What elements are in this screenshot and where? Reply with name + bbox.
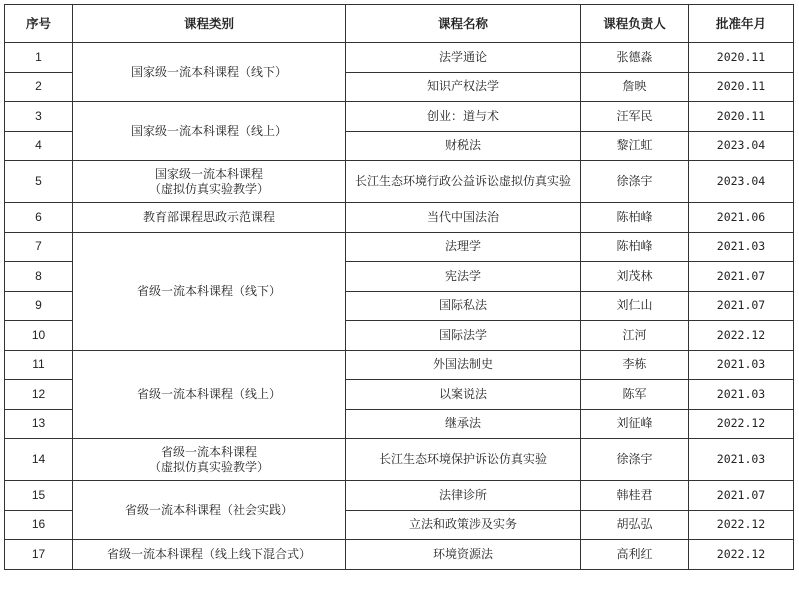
- table-row: [5, 439, 794, 481]
- table-row: [5, 540, 794, 570]
- row-date: 2020.11: [689, 102, 794, 132]
- table-row: [5, 481, 794, 511]
- row-course-name: 环境资源法: [346, 540, 581, 570]
- row-course-name: 法学通论: [346, 43, 581, 73]
- row-course-name: 创业：道与术: [346, 102, 581, 132]
- row-course-name: 继承法: [346, 409, 581, 439]
- table-row: [5, 43, 794, 73]
- row-owner: 詹映: [581, 72, 689, 102]
- row-owner: 刘茂林: [581, 262, 689, 292]
- row-course-name: 外国法制史: [346, 350, 581, 380]
- row-course-name: 宪法学: [346, 262, 581, 292]
- row-owner: 李栋: [581, 350, 689, 380]
- row-index: 7: [5, 232, 73, 262]
- header-owner: 课程负责人: [581, 5, 689, 43]
- table-row: [5, 102, 794, 132]
- row-category: 省级一流本科课程 （虚拟仿真实验教学）: [73, 439, 346, 481]
- row-index: 8: [5, 262, 73, 292]
- row-index: 15: [5, 481, 73, 511]
- header-date: 批准年月: [689, 5, 794, 43]
- row-date: 2021.03: [689, 380, 794, 410]
- row-index: 14: [5, 439, 73, 481]
- row-date: 2021.06: [689, 203, 794, 233]
- row-owner: 高利红: [581, 540, 689, 570]
- row-date: 2022.12: [689, 321, 794, 351]
- row-category: 省级一流本科课程（线上）: [73, 350, 346, 439]
- header-index: 序号: [5, 5, 73, 43]
- course-table: [4, 4, 794, 570]
- row-course-name: 法律诊所: [346, 481, 581, 511]
- row-owner: 韩桂君: [581, 481, 689, 511]
- row-date: 2021.07: [689, 262, 794, 292]
- header-name: 课程名称: [346, 5, 581, 43]
- row-course-name: 长江生态环境行政公益诉讼虚拟仿真实验: [346, 161, 581, 203]
- row-owner: 陈军: [581, 380, 689, 410]
- header-category: 课程类别: [73, 5, 346, 43]
- row-index: 1: [5, 43, 73, 73]
- row-course-name: 财税法: [346, 131, 581, 161]
- row-date: 2023.04: [689, 131, 794, 161]
- row-owner: 江河: [581, 321, 689, 351]
- row-date: 2022.12: [689, 540, 794, 570]
- row-course-name: 法理学: [346, 232, 581, 262]
- row-owner: 徐涤宇: [581, 161, 689, 203]
- row-course-name: 知识产权法学: [346, 72, 581, 102]
- row-category: 教育部课程思政示范课程: [73, 203, 346, 233]
- row-owner: 陈柏峰: [581, 232, 689, 262]
- row-index: 17: [5, 540, 73, 570]
- row-owner: 张德淼: [581, 43, 689, 73]
- row-course-name: 以案说法: [346, 380, 581, 410]
- row-date: 2022.12: [689, 510, 794, 540]
- row-index: 11: [5, 350, 73, 380]
- row-owner: 胡弘弘: [581, 510, 689, 540]
- table-row: [5, 203, 794, 233]
- table-row: [5, 350, 794, 380]
- row-category: 省级一流本科课程（线上线下混合式）: [73, 540, 346, 570]
- row-date: 2021.03: [689, 232, 794, 262]
- row-course-name: 国际法学: [346, 321, 581, 351]
- row-owner: 刘征峰: [581, 409, 689, 439]
- row-owner: 刘仁山: [581, 291, 689, 321]
- row-index: 16: [5, 510, 73, 540]
- row-index: 5: [5, 161, 73, 203]
- row-index: 13: [5, 409, 73, 439]
- row-index: 3: [5, 102, 73, 132]
- row-category: 国家级一流本科课程 （虚拟仿真实验教学）: [73, 161, 346, 203]
- row-index: 2: [5, 72, 73, 102]
- row-date: 2020.11: [689, 72, 794, 102]
- row-date: 2023.04: [689, 161, 794, 203]
- row-category: 省级一流本科课程（线下）: [73, 232, 346, 350]
- row-owner: 汪军民: [581, 102, 689, 132]
- row-index: 9: [5, 291, 73, 321]
- row-course-name: 国际私法: [346, 291, 581, 321]
- row-course-name: 长江生态环境保护诉讼仿真实验: [346, 439, 581, 481]
- row-date: 2021.07: [689, 481, 794, 511]
- row-category: 国家级一流本科课程（线下）: [73, 43, 346, 102]
- row-course-name: 立法和政策涉及实务: [346, 510, 581, 540]
- row-owner: 黎江虹: [581, 131, 689, 161]
- row-category: 国家级一流本科课程（线上）: [73, 102, 346, 161]
- row-course-name: 当代中国法治: [346, 203, 581, 233]
- table-row: [5, 161, 794, 203]
- row-date: 2020.11: [689, 43, 794, 73]
- table-row: [5, 232, 794, 262]
- row-date: 2021.03: [689, 439, 794, 481]
- row-date: 2022.12: [689, 409, 794, 439]
- header-row: [5, 5, 794, 43]
- row-category: 省级一流本科课程（社会实践）: [73, 481, 346, 540]
- row-index: 4: [5, 131, 73, 161]
- row-date: 2021.03: [689, 350, 794, 380]
- row-owner: 徐涤宇: [581, 439, 689, 481]
- row-index: 6: [5, 203, 73, 233]
- row-owner: 陈柏峰: [581, 203, 689, 233]
- row-index: 12: [5, 380, 73, 410]
- row-index: 10: [5, 321, 73, 351]
- row-date: 2021.07: [689, 291, 794, 321]
